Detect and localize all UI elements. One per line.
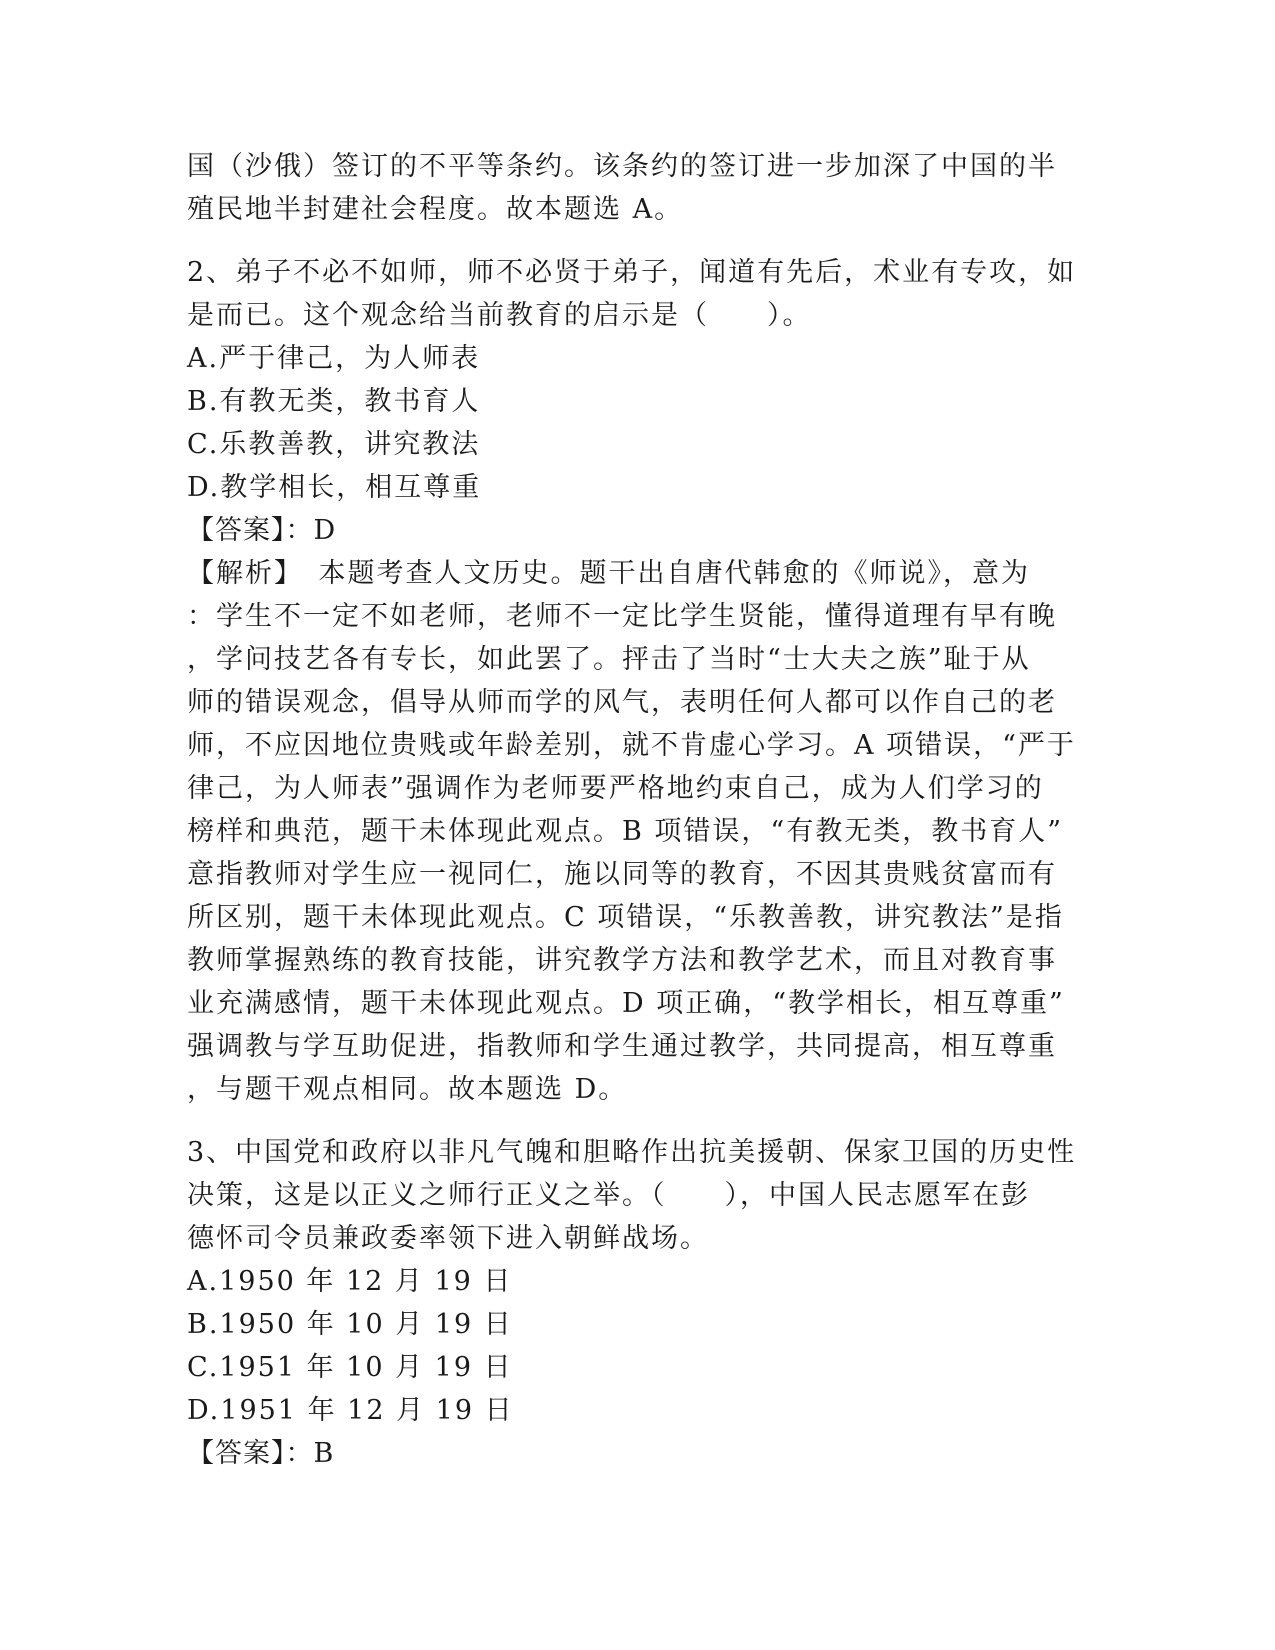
page-content: [187, 145, 1087, 1475]
question-3-option-b: B.1950 年 10 月 19 日: [187, 1309, 513, 1340]
question-2-option-d: D.教学相长，相互尊重: [187, 472, 482, 503]
intro-line: 殖民地半封建社会程度。故本题选 A。: [187, 194, 684, 225]
question-2-option-c: C.乐教善教，讲究教法: [187, 429, 481, 460]
question-3-option-a: A.1950 年 12 月 19 日: [187, 1266, 513, 1297]
question-3-answer: 【答案】：B: [187, 1438, 335, 1469]
question-2-analysis-line: 榜样和典范，题干未体现此观点。B 项错误，“有教无类，教书育人”: [187, 816, 1064, 847]
question-2-analysis-line: 【解析】 本题考查人文历史。题干出自唐代韩愈的《师说》，意为: [187, 558, 1030, 589]
question-2-stem-line: 是而已。这个观念给当前教育的启示是（ ）。: [187, 300, 812, 331]
question-2-analysis-line: ，与题干观点相同。故本题选 D。: [187, 1074, 628, 1105]
question-2-option-a: A.严于律己，为人师表: [187, 343, 481, 374]
question-2-analysis-line: 教师掌握熟练的教育技能，讲究教学方法和教学艺术，而且对教育事: [187, 945, 1057, 976]
question-3: [187, 1131, 1087, 1475]
question-3-stem-line: 决策，这是以正义之师行正义之举。（ ），中国人民志愿军在彭: [187, 1180, 1030, 1211]
question-2-analysis-line: 所区别，题干未体现此观点。C 项错误，“乐教善教，讲究教法”是指: [187, 902, 1064, 933]
question-2-analysis-line: 律己，为人师表”强调作为老师要严格地约束自己，成为人们学习的: [187, 773, 1044, 804]
intro-paragraph: [187, 145, 1087, 231]
question-3-stem-line: 3、中国党和政府以非凡气魄和胆略作出抗美援朝、保家卫国的历史性: [187, 1137, 1077, 1168]
question-2-option-b: B.有教无类，教书育人: [187, 386, 481, 417]
question-2-answer: 【答案】：D: [187, 515, 337, 546]
question-2-analysis-line: 师，不应因地位贵贱或年龄差别，就不肯虚心学习。A 项错误，“严于: [187, 730, 1076, 761]
question-3-stem-line: 德怀司令员兼政委率领下进入朝鲜战场。: [187, 1223, 709, 1254]
spacer: [187, 231, 1087, 251]
question-2-analysis-line: ，学问技艺各有专长，如此罢了。抨击了当时“士大夫之族”耻于从: [187, 644, 1031, 675]
question-2: [187, 251, 1087, 1111]
question-2-analysis-line: 业充满感情，题干未体现此观点。D 项正确，“教学相长，相互尊重”: [187, 988, 1065, 1019]
question-2-analysis-line: ：学生不一定不如老师，老师不一定比学生贤能，懂得道理有早有晚: [187, 601, 1057, 632]
question-3-option-c: C.1951 年 10 月 19 日: [187, 1352, 513, 1383]
intro-line: 国（沙俄）签订的不平等条约。该条约的签订进一步加深了中国的半: [187, 151, 1057, 182]
question-2-analysis-line: 师的错误观念，倡导从师而学的风气，表明任何人都可以作自己的老: [187, 687, 1057, 718]
question-2-analysis-line: 意指教师对学生应一视同仁，施以同等的教育，不因其贵贱贫富而有: [187, 859, 1057, 890]
question-2-analysis-line: 强调教与学互助促进，指教师和学生通过教学，共同提高，相互尊重: [187, 1031, 1057, 1062]
question-3-option-d: D.1951 年 12 月 19 日: [187, 1395, 514, 1426]
spacer: [187, 1111, 1087, 1131]
question-2-stem-line: 2、弟子不必不如师，师不必贤于弟子，闻道有先后，术业有专攻，如: [187, 257, 1077, 288]
